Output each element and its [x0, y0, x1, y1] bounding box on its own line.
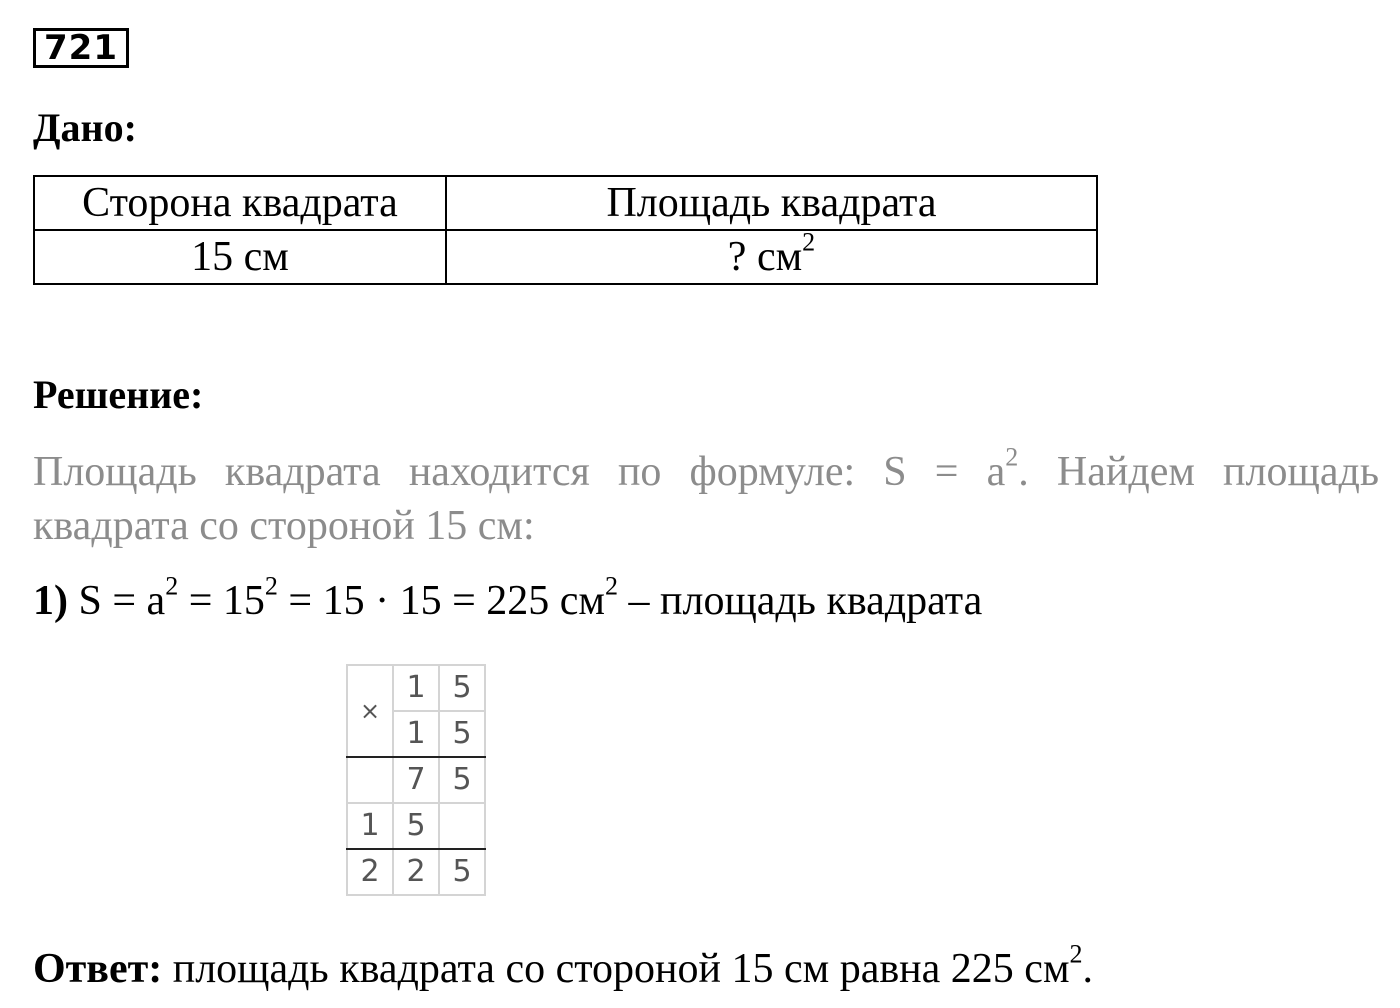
step-exp-1: 2 [165, 571, 179, 601]
solution-text-part1: Площадь квадрата находится по формуле: S = a [33, 449, 1006, 495]
mul-cell: 5 [439, 665, 485, 711]
mul-row-1 [347, 665, 485, 711]
mul-cell [439, 803, 485, 849]
given-heading: Дано: [33, 105, 137, 150]
answer-label: Ответ: [33, 946, 163, 992]
problem-number: 721 [33, 28, 129, 68]
multiply-sign: × [347, 665, 393, 757]
solution-text [33, 442, 1380, 553]
step-exp-3: 2 [605, 571, 619, 601]
area-value: ? см [727, 234, 803, 280]
mul-cell: 1 [393, 665, 439, 711]
mul-cell: 5 [393, 803, 439, 849]
step-formula-4: – площадь квадрата [618, 578, 983, 624]
solution-text-part2: . Найдем площадь квадрата со стороной 15 см: [33, 449, 1380, 549]
mul-cell: 1 [393, 711, 439, 757]
mul-cell: 2 [347, 849, 393, 895]
solution-heading: Решение: [33, 372, 204, 417]
step-formula-1: S = a [78, 578, 166, 624]
mul-cell: 1 [347, 803, 393, 849]
mul-cell: 5 [439, 757, 485, 803]
mul-cell: 5 [439, 711, 485, 757]
mul-cell: 7 [393, 757, 439, 803]
step-formula-3: = 15 · 15 = 225 см [277, 578, 605, 624]
answer-end: . [1082, 946, 1094, 992]
mul-row-5 [347, 849, 485, 895]
answer-text: площадь квадрата со стороной 15 см равна 225 см [162, 946, 1070, 992]
mul-cell: 2 [393, 849, 439, 895]
given-header-row [34, 176, 1097, 230]
multiplication-table [346, 664, 486, 896]
side-header: Сторона квадрата [34, 176, 446, 230]
mul-row-4 [347, 803, 485, 849]
step-formula-2: = 15 [178, 578, 265, 624]
solution-step-1 [33, 571, 983, 625]
side-value: 15 см [34, 230, 446, 284]
mul-row-3 [347, 757, 485, 803]
given-value-row [34, 230, 1097, 284]
answer-exponent: 2 [1069, 939, 1083, 969]
mul-cell [347, 757, 393, 803]
solution-text-exponent: 2 [1005, 442, 1019, 472]
given-table [33, 175, 1098, 285]
area-header: Площадь квадрата [446, 176, 1097, 230]
step-exp-2: 2 [264, 571, 278, 601]
area-exponent: 2 [802, 227, 816, 257]
answer [33, 939, 1094, 993]
area-value-cell [446, 227, 1097, 284]
mul-cell: 5 [439, 849, 485, 895]
step-label: 1) [33, 578, 68, 624]
